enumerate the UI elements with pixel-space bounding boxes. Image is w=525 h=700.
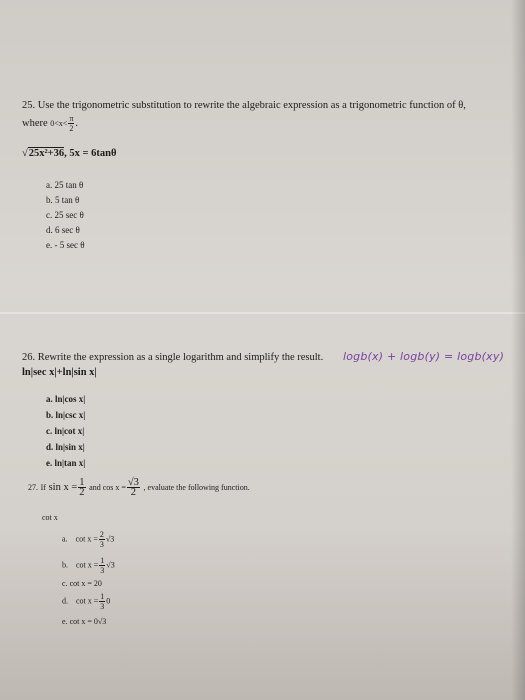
option-tail: 0 xyxy=(106,596,111,606)
option-letter: c. xyxy=(62,579,68,588)
q27-prompt-line xyxy=(28,478,250,497)
q26-option-a[interactable] xyxy=(46,394,85,404)
option-tail: √3 xyxy=(106,560,115,570)
q26-option-b[interactable] xyxy=(46,410,85,420)
q26-option-d[interactable] xyxy=(46,442,85,452)
option-letter: b. xyxy=(46,195,53,205)
q25-expr-radical: 25x²+36 xyxy=(28,148,65,159)
radical-icon: √ xyxy=(22,148,28,159)
q27-sin-fraction xyxy=(78,478,85,497)
option-body xyxy=(76,556,115,575)
q25-range-num: π xyxy=(69,114,74,123)
q27-sin-label: sin x = xyxy=(48,481,78,493)
q26-option-e[interactable] xyxy=(46,458,85,468)
q25-range-fraction xyxy=(68,114,74,133)
option-lhs: cot x = xyxy=(75,534,98,544)
q26-prompt-line xyxy=(22,352,323,363)
q27-option-e[interactable] xyxy=(62,617,106,626)
option-letter: c. xyxy=(46,210,53,220)
q26-option-c[interactable] xyxy=(46,426,84,436)
q25-option-e[interactable] xyxy=(46,240,85,250)
option-letter: e. xyxy=(62,617,68,626)
option-letter: d. xyxy=(62,596,68,606)
q26-handwritten-note: logb(x) + logb(y) = logb(xy) xyxy=(343,350,505,363)
option-text: ln|cos x| xyxy=(55,394,86,404)
option-letter: d. xyxy=(46,442,54,452)
q25-where-line xyxy=(22,114,78,133)
option-text: - 5 sec θ xyxy=(54,240,85,250)
option-letter: a. xyxy=(46,394,53,404)
q27-cos-fraction xyxy=(127,478,140,497)
option-tail: √3 xyxy=(105,534,115,544)
q27-and-label: and cos x = xyxy=(89,482,126,492)
q26-expression: ln|sec x|+ln|sin x| xyxy=(22,367,97,378)
option-letter: c. xyxy=(46,426,53,436)
q25-range-den: 2 xyxy=(69,124,74,133)
option-letter: a. xyxy=(46,180,53,190)
q27-option-a[interactable] xyxy=(62,530,114,549)
option-text: cot x = 0√3 xyxy=(69,617,107,626)
q25-option-a[interactable] xyxy=(46,180,83,190)
option-body xyxy=(76,592,110,611)
q27-sin-num: 1 xyxy=(79,477,85,488)
option-num: 1 xyxy=(100,556,105,565)
option-fraction xyxy=(99,592,105,611)
q26-number: 26. xyxy=(22,352,36,363)
option-text: 25 sec θ xyxy=(54,210,84,220)
option-text: 25 tan θ xyxy=(54,180,84,190)
q27-option-d[interactable] xyxy=(62,592,110,611)
option-letter: d. xyxy=(46,225,53,235)
q25-expr-sub: , 5x = 6tanθ xyxy=(64,148,117,159)
q25-number: 25. xyxy=(22,100,36,111)
option-body xyxy=(76,530,115,549)
option-letter: b. xyxy=(62,560,68,570)
q25-range-end: . xyxy=(75,117,78,129)
option-den: 3 xyxy=(100,602,105,611)
option-fraction xyxy=(99,530,105,549)
q25-option-c[interactable] xyxy=(46,210,84,220)
page-edge-shadow xyxy=(511,0,525,700)
q27-option-c[interactable] xyxy=(62,579,102,588)
paper-fold xyxy=(0,312,525,314)
option-letter: b. xyxy=(46,410,54,420)
option-text: 6 sec θ xyxy=(55,225,80,235)
q25-where-label: where xyxy=(22,117,48,129)
q27-function: cot x xyxy=(42,513,58,522)
q27-tail: , evaluate the following function. xyxy=(143,482,250,492)
option-letter: e. xyxy=(46,458,53,468)
q27-cos-den: 2 xyxy=(130,487,136,498)
option-text: ln|sin x| xyxy=(55,442,85,452)
q27-number: 27. xyxy=(28,482,38,492)
q27-sin-den: 2 xyxy=(79,487,85,498)
q25-expression xyxy=(22,147,116,159)
q25-option-d[interactable] xyxy=(46,225,80,235)
option-letter: a. xyxy=(62,534,68,544)
option-text: ln|cot x| xyxy=(54,426,85,436)
option-lhs: cot x = xyxy=(76,596,99,606)
option-num: 1 xyxy=(100,592,105,601)
q27-if-label: If xyxy=(40,482,46,492)
option-den: 3 xyxy=(100,566,105,575)
option-text: cot x = 20 xyxy=(69,579,102,588)
option-fraction xyxy=(99,556,105,575)
option-text: 5 tan θ xyxy=(55,195,80,205)
option-den: 3 xyxy=(99,540,104,549)
q27-option-b[interactable] xyxy=(62,556,115,575)
q26-prompt: Rewrite the expression as a single logarithm and simplify the result. xyxy=(37,352,324,363)
q25-range-left: 0<x< xyxy=(50,118,68,128)
option-text: ln|csc x| xyxy=(55,410,86,420)
option-lhs: cot x = xyxy=(76,560,99,570)
q27-cos-num: √3 xyxy=(127,477,139,488)
q25-prompt: Use the trigonometric substitution to rewrite the algebraic expression as a trigonometric function of θ, xyxy=(37,100,466,111)
q25-option-b[interactable] xyxy=(46,195,79,205)
option-num: 2 xyxy=(99,530,104,539)
option-text: ln|tan x| xyxy=(54,458,86,468)
q25-prompt-line xyxy=(22,100,466,111)
option-letter: e. xyxy=(46,240,53,250)
